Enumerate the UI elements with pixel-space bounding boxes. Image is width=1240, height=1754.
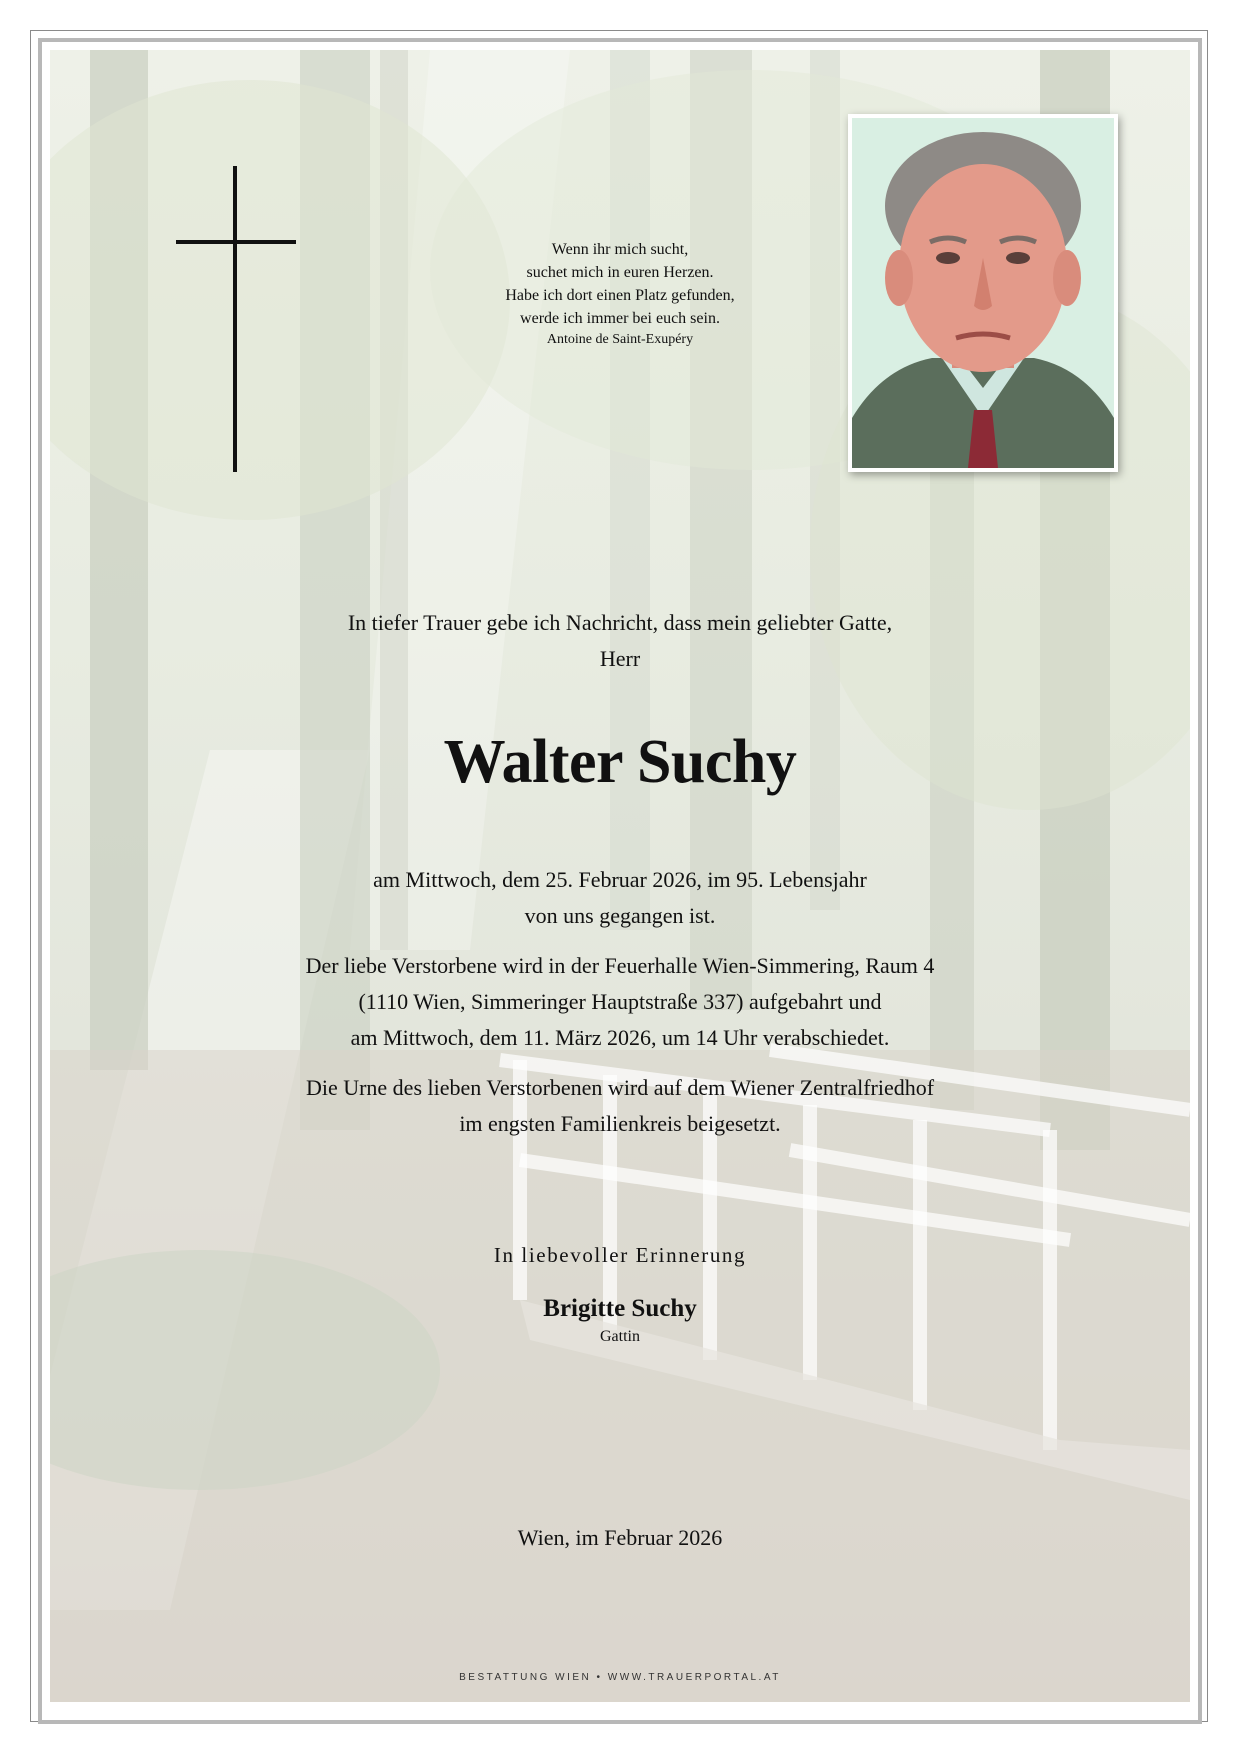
deceased-name: Walter Suchy <box>443 728 797 796</box>
death-line: von uns gegangen ist. <box>524 903 716 928</box>
announcement-intro <box>150 605 1090 677</box>
death-line: am Mittwoch, dem 25. Februar 2026, im 95. Lebensjahr <box>373 867 867 892</box>
cross-vertical-bar <box>233 166 237 472</box>
cross-symbol <box>176 166 296 472</box>
urn-details <box>150 1070 1090 1142</box>
cross-horizontal-bar <box>176 240 296 244</box>
funeral-details <box>150 948 1090 1056</box>
funeral-line: Der liebe Verstorbene wird in der Feuerhalle Wien-Simmering, Raum 4 <box>305 953 935 978</box>
survivor-relation: Gattin <box>600 1328 640 1345</box>
urn-line: Die Urne des lieben Verstorbenen wird auf dem Wiener Zentralfriedhof <box>305 1075 935 1100</box>
quote-line: werde ich immer bei euch sein. <box>520 310 720 327</box>
portrait-photo <box>848 114 1118 472</box>
funeral-line: am Mittwoch, dem 11. März 2026, um 14 Uhr verabschiedet. <box>350 1025 890 1050</box>
urn-line: im engsten Familienkreis beigesetzt. <box>459 1111 781 1136</box>
intro-line: Herr <box>599 646 641 671</box>
quote-author: Antoine de Saint-Exupéry <box>546 332 694 347</box>
portrait-illustration <box>852 118 1114 468</box>
quote-line: suchet mich in euren Herzen. <box>526 264 714 281</box>
memorial-quote <box>410 238 830 350</box>
funeral-line: (1110 Wien, Simmeringer Hauptstraße 337) aufgebahrt und <box>358 989 882 1014</box>
quote-line: Wenn ihr mich sucht, <box>551 241 689 258</box>
quote-line: Habe ich dort einen Platz gefunden, <box>505 287 735 304</box>
memory-phrase: In liebevoller Erinnerung <box>493 1243 747 1267</box>
place-and-date: Wien, im Februar 2026 <box>517 1525 723 1550</box>
survivor-name: Brigitte Suchy <box>543 1295 697 1322</box>
intro-line: In tiefer Trauer gebe ich Nachricht, dass mein geliebter Gatte, <box>347 610 893 635</box>
death-details <box>150 862 1090 934</box>
footer-credit: BESTATTUNG WIEN • WWW.TRAUERPORTAL.AT <box>459 1672 781 1683</box>
